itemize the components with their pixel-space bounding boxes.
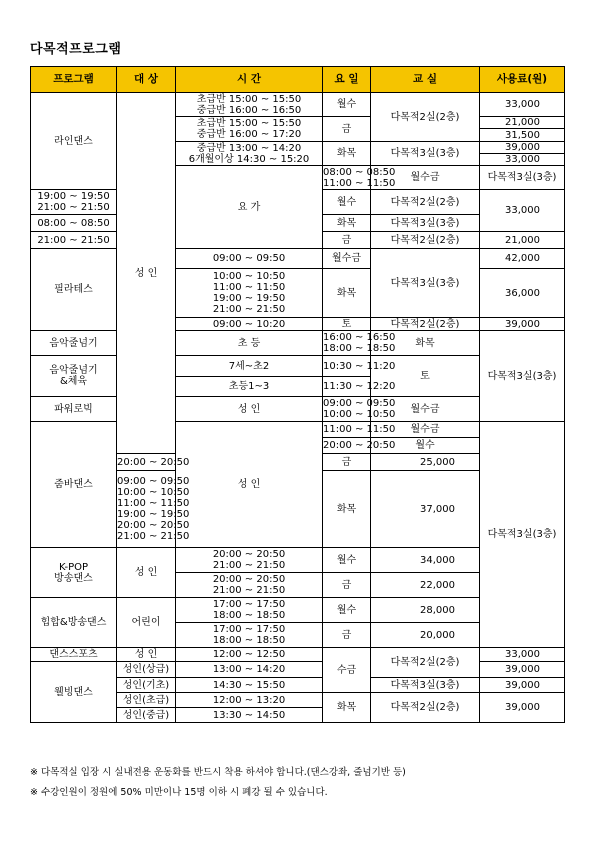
day-cell: 토	[323, 318, 371, 331]
day-cell: 금	[323, 232, 371, 249]
time-cell: 17:00 ~ 17:50 18:00 ~ 18:50	[176, 623, 323, 648]
table-row	[31, 249, 565, 269]
target-cell: 초등1~3	[176, 377, 323, 397]
header-fee: 사용료(원)	[480, 67, 565, 93]
room-cell: 다목적3실(3층)	[480, 331, 565, 422]
time-cell: 초급반 15:00 ~ 15:50 중급반 16:00 ~ 16:50	[176, 93, 323, 117]
time-cell: 08:00 ~ 08:50	[31, 215, 117, 232]
time-cell: 09:00 ~ 10:20	[176, 318, 323, 331]
time-cell: 17:00 ~ 17:50 18:00 ~ 18:50	[176, 598, 323, 623]
day-cell: 화목	[323, 142, 371, 166]
time-cell: 09:00 ~ 09:50 10:00 ~ 10:50 11:00 ~ 11:50 19:00 ~ 19:50 20:00 ~ 20:50 21:00 ~ 21:50	[117, 471, 176, 548]
table-row	[31, 662, 565, 678]
day-cell: 수금	[323, 648, 371, 693]
time-cell: 중급반 13:00 ~ 14:20 6개월이상 14:30 ~ 15:20	[176, 142, 323, 166]
time-cell: 초급반 15:00 ~ 15:50 중급반 16:00 ~ 17:20	[176, 117, 323, 142]
table-row	[31, 422, 565, 438]
time-cell: 14:30 ~ 15:50	[176, 678, 323, 693]
day-cell: 금	[323, 623, 371, 648]
header-program: 프로그램	[31, 67, 117, 93]
fee-cell: 39,000	[480, 142, 565, 154]
day-cell: 금	[323, 573, 371, 598]
fee-cell: 31,500	[480, 129, 565, 142]
fee-cell: 20,000	[371, 623, 480, 648]
fee-cell: 39,000	[480, 678, 565, 693]
program-cell: 라인댄스	[31, 93, 117, 190]
time-cell: 12:00 ~ 12:50	[176, 648, 323, 662]
day-cell: 화목	[323, 269, 371, 318]
program-cell: 파워로빅	[31, 397, 117, 422]
room-cell: 다목적2실(2층)	[371, 93, 480, 142]
day-cell: 화목	[323, 693, 371, 723]
time-cell: 10:30 ~ 11:20	[323, 356, 371, 377]
program-cell: 음악줄넘기	[31, 331, 117, 356]
fee-cell: 42,000	[480, 249, 565, 269]
target-cell: 어린이	[117, 598, 176, 648]
fee-cell: 22,000	[371, 573, 480, 598]
time-cell: 11:00 ~ 11:50	[323, 422, 371, 438]
time-cell: 13:30 ~ 14:50	[176, 708, 323, 723]
day-cell: 월수	[323, 93, 371, 117]
target-cell: 성인(기초)	[117, 678, 176, 693]
fee-cell: 37,000	[371, 471, 480, 548]
day-cell: 화목	[323, 215, 371, 232]
day-cell: 월수금	[323, 249, 371, 269]
fee-cell: 39,000	[480, 318, 565, 331]
fee-cell: 21,000	[480, 117, 565, 129]
page-title: 다목적프로그램	[30, 42, 122, 57]
header-day: 요 일	[323, 67, 371, 93]
time-cell: 20:00 ~ 20:50	[117, 454, 176, 471]
room-cell: 다목적2실(2층)	[371, 232, 480, 249]
note-shoes: ※ 다목적실 입장 시 실내전용 운동화를 반드시 착용 하셔야 합니다.(댄스강좌, 줄넘기반 등)	[30, 767, 406, 778]
day-cell: 월수	[323, 548, 371, 573]
fee-cell: 34,000	[371, 548, 480, 573]
fee-cell: 25,000	[371, 454, 480, 471]
target-cell: 성인(상급)	[117, 662, 176, 678]
fee-cell: 33,000	[480, 648, 565, 662]
program-cell: 댄스스포츠	[31, 648, 117, 662]
table-row	[31, 331, 565, 356]
time-cell: 13:00 ~ 14:20	[176, 662, 323, 678]
room-cell: 다목적2실(2층)	[371, 693, 480, 723]
program-cell: K-POP 방송댄스	[31, 548, 117, 598]
room-cell: 다목적3실(3층)	[371, 678, 480, 693]
time-cell: 08:00 ~ 08:50 11:00 ~ 11:50	[323, 166, 396, 189]
fee-cell: 28,000	[371, 598, 480, 623]
time-cell: 09:00 ~ 09:50	[176, 249, 323, 269]
day-cell: 월수	[323, 598, 371, 623]
day-cell: 월수금	[371, 397, 480, 422]
target-cell: 초 등	[176, 331, 323, 356]
time-cell: 20:00 ~ 20:50 21:00 ~ 21:50	[176, 548, 323, 573]
program-cell: 웰빙댄스	[31, 662, 117, 723]
fee-cell: 39,000	[480, 693, 565, 723]
room-cell: 다목적2실(2층)	[371, 318, 480, 331]
target-cell: 성 인	[117, 648, 176, 662]
day-cell: 화목	[371, 331, 480, 356]
day-cell: 월수	[323, 190, 371, 215]
header-target: 대 상	[117, 67, 176, 93]
day-cell: 금	[323, 117, 371, 142]
target-cell: 성 인	[176, 397, 323, 422]
time-cell: 10:00 ~ 10:50 11:00 ~ 11:50 19:00 ~ 19:50 21:00 ~ 21:50	[176, 269, 323, 318]
fee-cell: 39,000	[480, 662, 565, 678]
header-room: 교 실	[371, 67, 480, 93]
room-cell: 다목적2실(2층)	[371, 648, 480, 678]
program-table	[30, 66, 565, 723]
program-cell: 힙합&방송댄스	[31, 598, 117, 648]
target-cell: 7세~초2	[176, 356, 323, 377]
notes	[30, 763, 406, 803]
target-cell: 성 인	[117, 548, 176, 598]
target-cell: 성 인	[117, 93, 176, 454]
time-cell: 20:00 ~ 20:50	[323, 438, 371, 454]
time-cell: 16:00 ~ 16:50 18:00 ~ 18:50	[323, 332, 396, 354]
header-time: 시 간	[176, 67, 323, 93]
room-cell: 다목적2실(2층)	[371, 190, 480, 215]
time-cell: 21:00 ~ 21:50	[31, 232, 117, 249]
program-cell: 필라테스	[31, 249, 117, 331]
fee-cell: 36,000	[480, 269, 565, 318]
table-row	[31, 648, 565, 662]
room-cell: 다목적3실(3층)	[371, 215, 480, 232]
fee-cell: 21,000	[480, 232, 565, 249]
fee-cell: 33,000	[480, 154, 565, 166]
time-cell: 11:30 ~ 12:20	[323, 377, 371, 397]
target-cell: 성 인	[176, 422, 323, 548]
time-cell: 20:00 ~ 20:50 21:00 ~ 21:50	[176, 573, 323, 598]
room-cell: 다목적3실(3층)	[480, 422, 565, 648]
time-cell: 12:00 ~ 13:20	[176, 693, 323, 708]
room-cell: 다목적3실(3층)	[371, 142, 480, 166]
table-row	[31, 93, 565, 117]
day-cell: 화목	[323, 471, 371, 548]
time-cell: 09:00 ~ 09:50 10:00 ~ 10:50	[323, 398, 396, 420]
target-cell: 성인(중급)	[117, 708, 176, 723]
note-cancellation: ※ 수강인원이 정원에 50% 미만이나 15명 이하 시 폐강 될 수 있습니다.	[30, 787, 328, 798]
day-cell: 월수금	[371, 422, 480, 438]
fee-cell: 33,000	[480, 190, 565, 232]
fee-cell: 33,000	[480, 93, 565, 117]
program-cell: 음악줄넘기 &체육	[31, 356, 117, 397]
day-cell: 월수	[371, 438, 480, 454]
day-cell: 금	[323, 454, 371, 471]
table-header-row	[31, 67, 565, 93]
program-cell: 요 가	[176, 166, 323, 249]
day-cell: 월수금	[371, 166, 480, 190]
time-cell: 19:00 ~ 19:50 21:00 ~ 21:50	[31, 190, 117, 215]
room-cell: 다목적3실(3층)	[480, 166, 565, 190]
day-cell: 토	[371, 356, 480, 397]
target-cell: 성인(초급)	[117, 693, 176, 708]
program-cell: 줌바댄스	[31, 422, 117, 548]
room-cell: 다목적3실(3층)	[371, 249, 480, 318]
